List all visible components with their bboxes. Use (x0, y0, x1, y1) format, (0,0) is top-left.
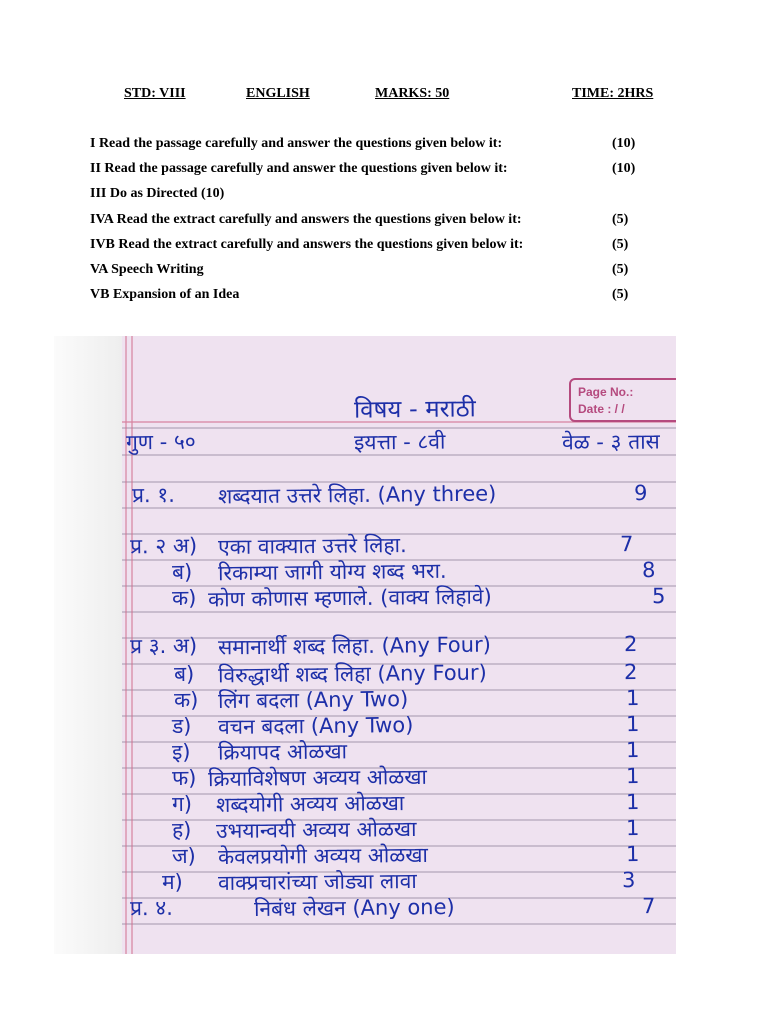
item-marks: 7 (619, 531, 634, 557)
subject-heading: विषय - मराठी (353, 394, 476, 424)
section-marks: (5) (612, 211, 629, 227)
item-text: वाक्प्रचारांच्या जोड्या लावा (217, 868, 417, 896)
item-marks: 1 (625, 815, 640, 841)
std-text: इयत्ता - ८वी (353, 429, 446, 455)
item-label: ग) (171, 791, 193, 817)
item-text: लिंग बदला (Any Two) (217, 687, 409, 713)
time-label: TIME: 2HRS (572, 86, 654, 101)
section-row (90, 161, 650, 186)
total-marks: गुण - ५० (125, 429, 196, 455)
section-row (90, 136, 650, 161)
item-marks: 3 (621, 867, 636, 893)
section-marks: (5) (612, 261, 629, 277)
section-marks: (5) (612, 236, 629, 252)
section-row (90, 287, 650, 312)
std-label: STD: VIII (124, 86, 186, 101)
item-label: क) (171, 585, 197, 611)
item-label: प्र ३. अ) (129, 633, 198, 659)
item-text: शब्दयोगी अव्यय ओळखा (215, 791, 405, 817)
item-marks: 2 (623, 631, 638, 657)
item-text: वचन बदला (Any Two) (217, 712, 414, 740)
item-marks: 1 (625, 789, 640, 815)
item-label: प्र. २ अ) (129, 533, 198, 559)
item-label: फ) (171, 765, 197, 791)
section-title: I Read the passage carefully and answer the questions given below it: (90, 136, 503, 151)
item-marks: 5 (651, 583, 666, 609)
marks-label: MARKS: 50 (375, 86, 450, 101)
item-text: शब्दयात उत्तरे लिहा. (Any three) (217, 481, 497, 509)
item-marks: 1 (625, 737, 640, 763)
section-row (90, 237, 650, 262)
item-label: क) (173, 687, 199, 713)
item-text: क्रियापद ओळखा (217, 739, 348, 765)
item-marks: 9 (633, 480, 648, 506)
item-text: रिकाम्या जागी योग्य शब्द भरा. (217, 558, 447, 586)
item-text: विरुद्धार्थी शब्द लिहा (Any Four) (217, 660, 487, 688)
item-marks: 1 (625, 685, 640, 711)
item-text: समानार्थी शब्द लिहा. (Any Four) (217, 632, 491, 660)
page-no-label: Page No.: (578, 385, 634, 399)
item-marks: 7 (641, 893, 656, 919)
item-marks: 1 (625, 711, 640, 737)
section-marks: (5) (612, 287, 629, 303)
item-text: केवलप्रयोगी अव्यय ओळखा (217, 842, 428, 870)
item-label: म) (161, 869, 183, 895)
item-label: ज) (171, 843, 196, 869)
item-text: क्रियाविशेषण अव्यय ओळखा (207, 764, 428, 792)
item-text: उभयान्वयी अव्यय ओळखा (215, 816, 417, 844)
section-row (90, 262, 650, 287)
item-label: प्र. १. (131, 482, 176, 508)
item-label: ब) (173, 661, 195, 687)
item-text: एका वाक्यात उत्तरे लिहा. (217, 533, 407, 559)
item-text: कोण कोणास म्हणाले. (वाक्य लिहावे) (207, 584, 492, 612)
item-label: ह) (171, 817, 192, 843)
item-label: इ) (171, 739, 191, 765)
item-label: ड) (171, 713, 192, 739)
item-label: प्र. ४. (129, 895, 174, 921)
item-marks: 2 (623, 659, 638, 685)
time-text: वेळ - ३ तास (561, 429, 660, 455)
handwritten-syllabus-photo (54, 336, 676, 954)
item-marks: 1 (625, 763, 640, 789)
section-title: IVB Read the extract carefully and answers the questions given below it: (90, 236, 524, 252)
item-marks: 8 (641, 557, 656, 583)
item-text: निबंध लेखन (Any one) (253, 894, 455, 922)
section-title: VA Speech Writing (90, 261, 204, 277)
item-marks: 1 (625, 841, 640, 867)
section-row (90, 186, 650, 211)
notebook-sheet (122, 336, 676, 954)
item-label: ब) (171, 559, 193, 585)
section-title: III Do as Directed (10) (90, 186, 225, 202)
section-marks: (10) (612, 136, 636, 151)
paper-header (124, 86, 664, 104)
section-title: VB Expansion of an Idea (90, 287, 240, 303)
section-list (90, 136, 650, 312)
section-row (90, 212, 650, 237)
section-marks: (10) (612, 161, 636, 177)
page-date-stamp (569, 378, 676, 422)
subject-label: ENGLISH (246, 86, 310, 101)
notebook-margin (54, 336, 122, 954)
section-title: II Read the passage carefully and answer the questions given below it: (90, 161, 508, 177)
section-title: IVA Read the extract carefully and answers the questions given below it: (90, 211, 522, 227)
date-label: Date : / / (578, 402, 625, 416)
